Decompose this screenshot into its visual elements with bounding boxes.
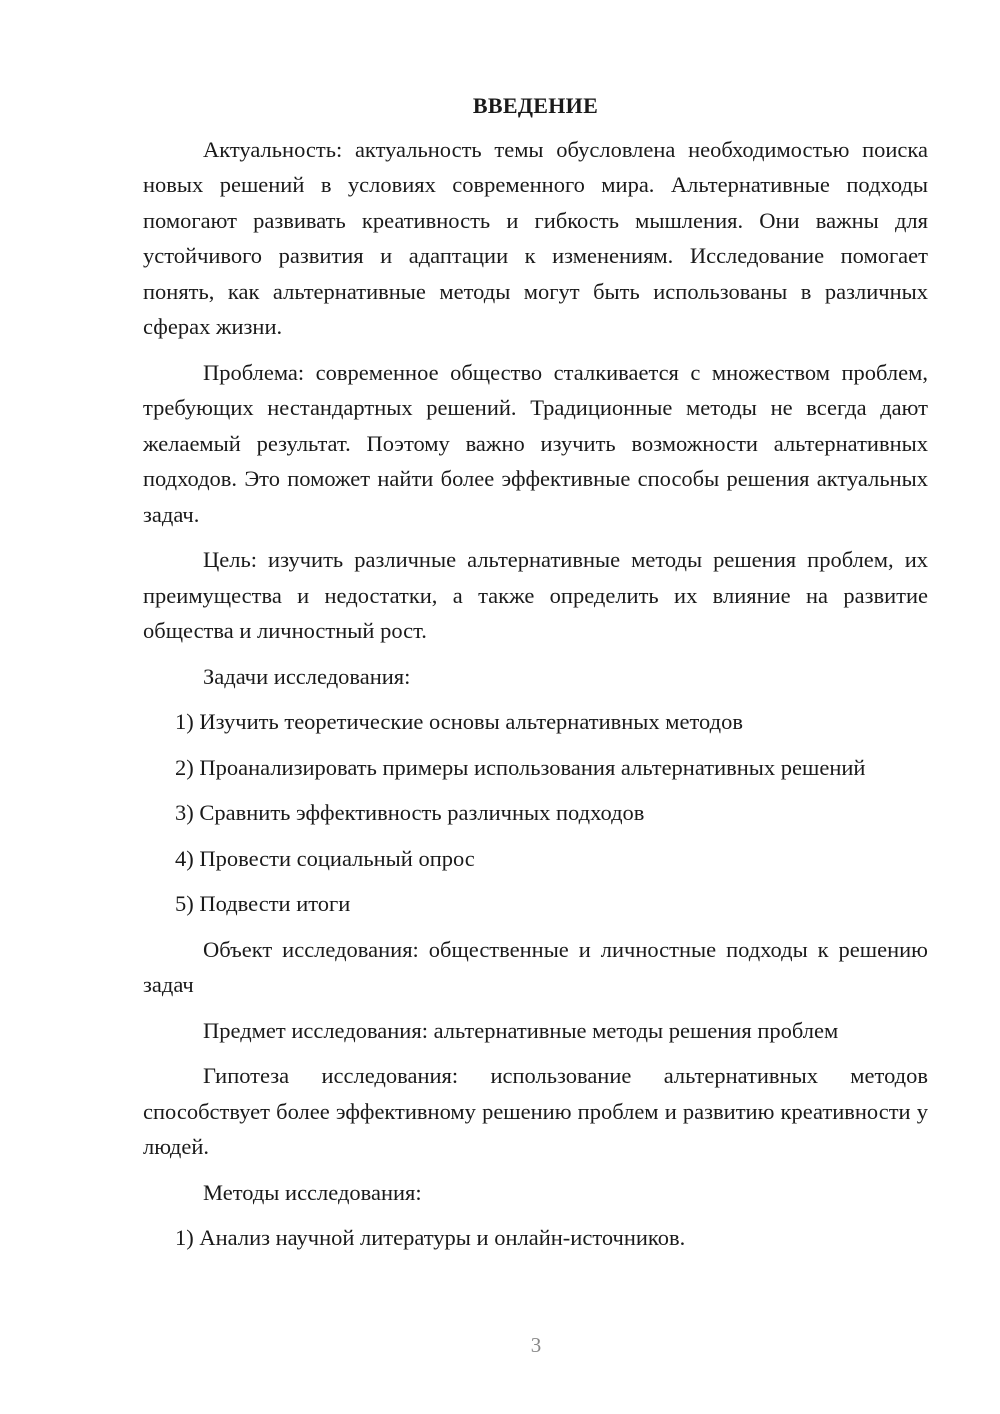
hypothesis-paragraph: Гипотеза исследования: использование альтернативных методов способствует более эффективному решению проблем и развитию креативности у людей.: [143, 1063, 928, 1159]
relevance-paragraph: Актуальность: актуальность темы обусловлена необходимостью поиска новых решений в условиях современного мира. Альтернативные подходы помогают развивать креативность и гибкость мышления. Они важны для устойчивого развития и адаптации к изменениям. Исследование помогает понять, как альтернативные методы могут быть использованы в различных сферах жизни.: [143, 136, 928, 339]
goal-paragraph: Цель: изучить различные альтернативные методы решения проблем, их преимущества и недостатки, а также определить их влияние на развитие общества и личностный рост.: [143, 547, 928, 643]
method-item: 1) Анализ научной литературы и онлайн-источников.: [175, 1225, 686, 1250]
document-page: [143, 88, 928, 1266]
subject-paragraph: Предмет исследования: альтернативные методы решения проблем: [203, 1017, 839, 1043]
task-item: 5) Подвести итоги: [175, 891, 351, 916]
page-number: 3: [530, 1333, 542, 1357]
task-item: 1) Изучить теоретические основы альтернативных методов: [175, 709, 743, 734]
task-item: 4) Провести социальный опрос: [175, 845, 475, 871]
methods-heading: Методы исследования:: [203, 1179, 422, 1205]
task-item: 3) Сравнить эффективность различных подходов: [175, 800, 645, 825]
task-item: 2) Проанализировать примеры использования альтернативных решений: [175, 754, 866, 780]
document-title: ВВЕДЕНИЕ: [472, 93, 599, 118]
problem-paragraph: Проблема: современное общество сталкивается с множеством проблем, требующих нестандартных решений. Традиционные методы не всегда дают желаемый результат. Поэтому важно изучить возможности альтернативных подходов. Это поможет найти более эффективные способы решения актуальных задач.: [143, 359, 928, 527]
tasks-heading: Задачи исследования:: [203, 663, 411, 689]
object-paragraph: Объект исследования: общественные и личностные подходы к решению задач: [143, 936, 928, 997]
